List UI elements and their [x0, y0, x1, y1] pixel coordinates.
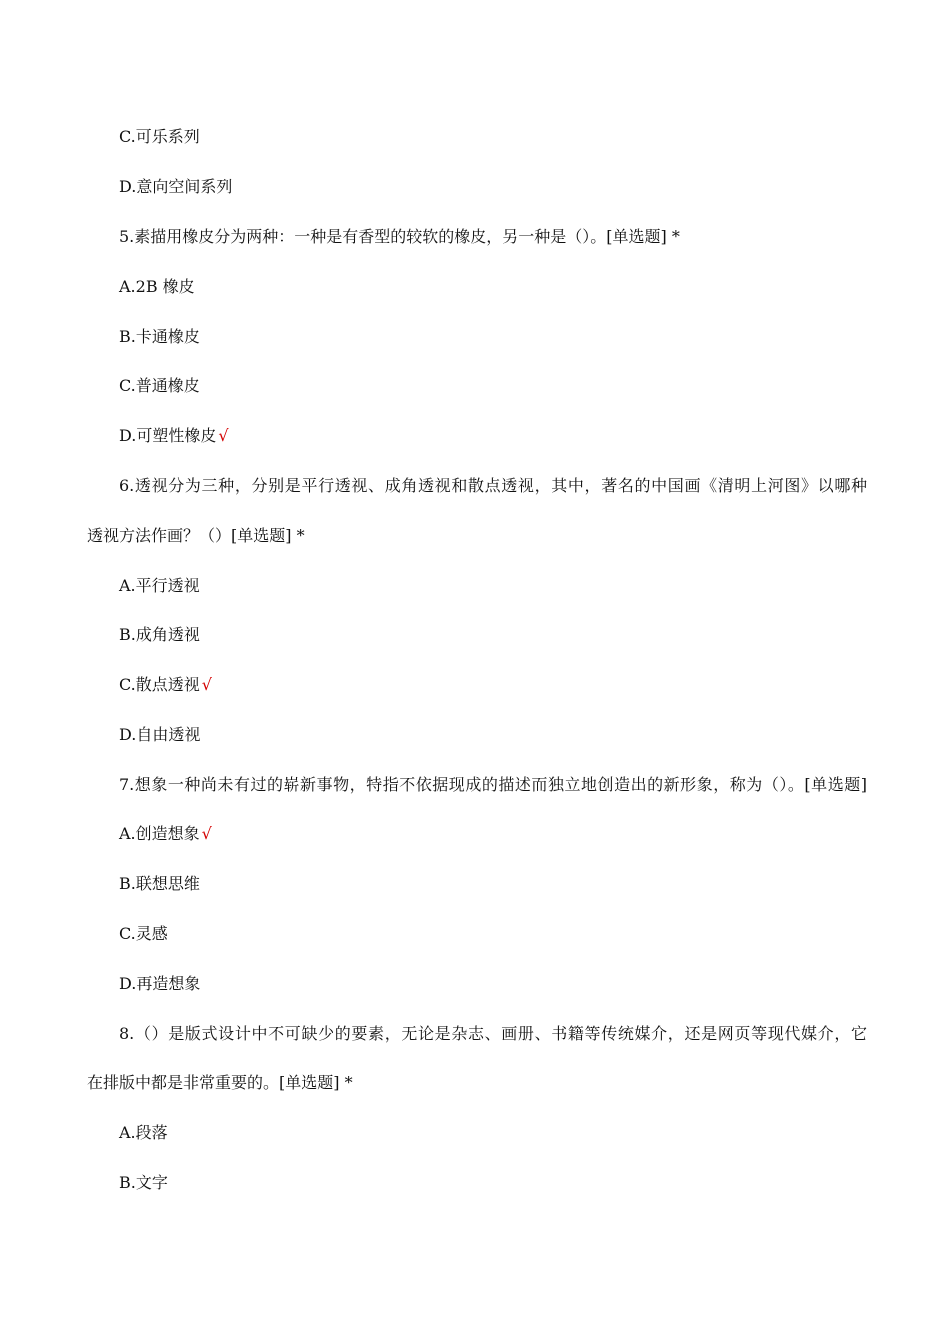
- question-5: [119, 226, 680, 248]
- option-text: D.再造想象: [119, 974, 201, 993]
- question-7: [119, 774, 867, 796]
- correct-check-icon: √: [201, 824, 212, 843]
- question-6-continued: [87, 525, 305, 547]
- option-text: B.卡通橡皮: [119, 327, 200, 346]
- option-text: D.意向空间系列: [119, 177, 233, 196]
- question-text: 5.素描用橡皮分为两种：一种是有香型的较软的橡皮，另一种是（）。[单选题] *: [119, 227, 680, 246]
- option-text: B.联想思维: [119, 874, 200, 893]
- question-8-continued: [87, 1072, 353, 1094]
- option-text: C.可乐系列: [119, 127, 200, 146]
- question-text: 6.透视分为三种，分别是平行透视、成角透视和散点透视，其中，著名的中国画《清明上河图》以哪种: [119, 476, 867, 495]
- q5-option-b: [119, 326, 200, 348]
- q7-option-c: [119, 923, 168, 945]
- option-text: B.文字: [119, 1173, 168, 1192]
- option-text: A.段落: [119, 1123, 168, 1142]
- option-text: A.2B 橡皮: [119, 277, 195, 296]
- option-text: C.散点透视: [119, 675, 200, 694]
- question-6: [119, 475, 867, 497]
- option-text: C.普通橡皮: [119, 376, 200, 395]
- q5-option-a: [119, 276, 195, 298]
- correct-check-icon: √: [201, 675, 212, 694]
- q6-option-b: [119, 624, 200, 646]
- option-text: B.成角透视: [119, 625, 200, 644]
- q7-option-b: [119, 873, 200, 895]
- question-text: 透视方法作画？（）[单选题] *: [87, 526, 305, 545]
- question-text: 7.想象一种尚未有过的崭新事物，特指不依据现成的描述而独立地创造出的新形象，称为（）。[单选题]: [119, 775, 867, 794]
- option-text: C.灵感: [119, 924, 168, 943]
- option-text: A.平行透视: [119, 576, 200, 595]
- correct-check-icon: √: [218, 426, 229, 445]
- q6-option-a: [119, 575, 200, 597]
- option-text: D.自由透视: [119, 725, 201, 744]
- q5-option-d: [119, 425, 229, 447]
- q6-option-d: [119, 724, 200, 746]
- option-text: D.可塑性橡皮: [119, 426, 217, 445]
- option-d-intention-space-series: [119, 176, 232, 198]
- q8-option-a: [119, 1122, 168, 1144]
- question-text: 在排版中都是非常重要的。[单选题] *: [87, 1073, 353, 1092]
- q7-option-d: [119, 973, 200, 995]
- option-c-cola-series: [119, 126, 200, 148]
- q8-option-b: [119, 1172, 168, 1194]
- q6-option-c: [119, 674, 212, 696]
- option-text: A.创造想象: [119, 824, 200, 843]
- question-text: 8.（）是版式设计中不可缺少的要素，无论是杂志、画册、书籍等传统媒介，还是网页等现代媒介，它: [119, 1024, 867, 1043]
- question-8: [119, 1023, 867, 1045]
- q5-option-c: [119, 375, 200, 397]
- q7-option-a: [119, 823, 212, 845]
